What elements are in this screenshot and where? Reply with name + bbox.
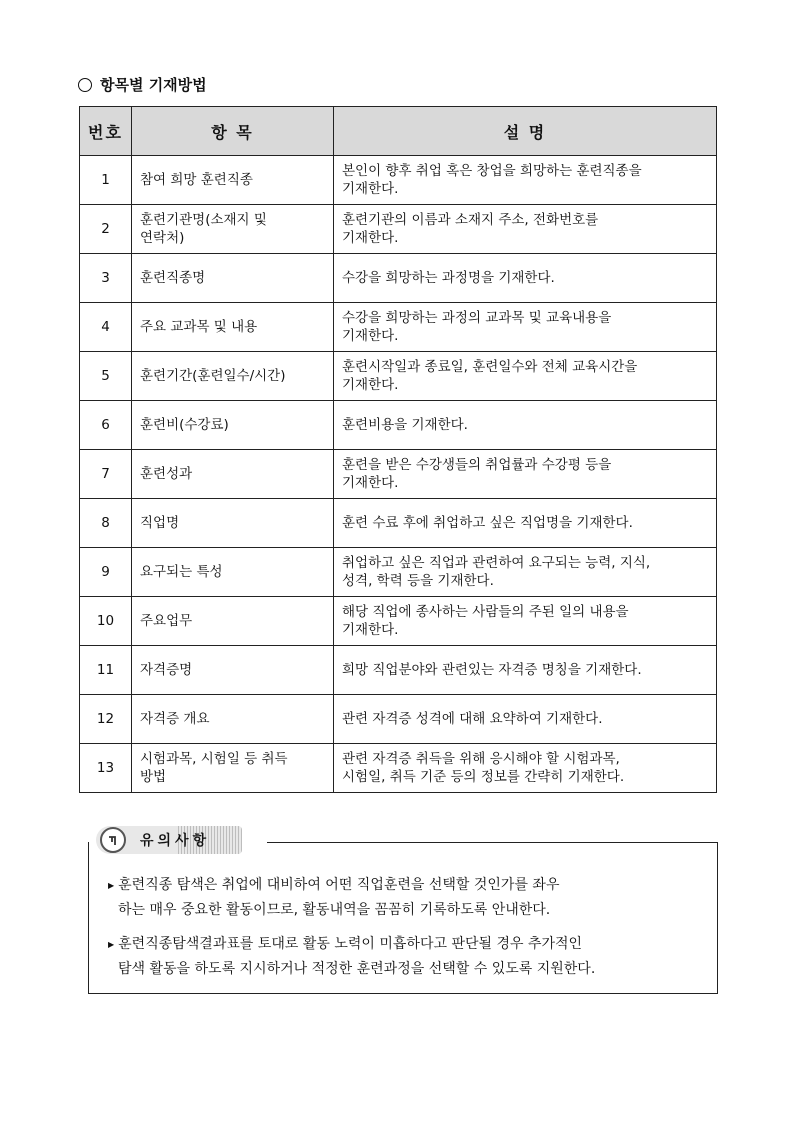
header-item: 항 목 [132,107,334,156]
row-description-line: 훈련기관의 이름과 소재지 주소, 전화번호를 [342,212,599,228]
row-number: 4 [80,303,132,352]
row-description [334,499,717,548]
row-item-line: 연락처) [140,230,185,246]
row-description [334,548,717,597]
row-number: 12 [80,695,132,744]
caution-bullet-line2: 하는 매우 중요한 활동이므로, 활동내역을 꼼꼼히 기록하도록 안내한다. [118,902,551,918]
row-number: 9 [80,548,132,597]
row-description-line: 기재한다. [342,377,399,393]
row-description-line: 희망 직업분야와 관련있는 자격증 명칭을 기재한다. [342,662,642,678]
row-description [334,597,717,646]
row-description-line: 취업하고 싶은 직업과 관련하여 요구되는 능력, 지식, [342,555,651,571]
row-description [334,352,717,401]
row-item: 훈련직종명 [132,254,334,303]
section-title-text: 항목별 기재방법 [100,76,207,94]
row-description-line: 성격, 학력 등을 기재한다. [342,573,494,589]
row-number: 3 [80,254,132,303]
row-item [132,744,334,793]
row-number: 5 [80,352,132,401]
triangle-bullet-icon: ▶ [108,940,115,949]
section-title [78,74,207,95]
table-row [80,646,717,695]
caution-bullet-line1: 훈련직종 탐색은 취업에 대비하여 어떤 직업훈련을 선택할 것인가를 좌우 [118,877,560,893]
row-number: 8 [80,499,132,548]
row-description-line: 훈련 수료 후에 취업하고 싶은 직업명을 기재한다. [342,515,633,531]
row-item: 주요업무 [132,597,334,646]
row-description [334,254,717,303]
row-number: 10 [80,597,132,646]
row-description-line: 수강을 희망하는 과정의 교과목 및 교육내용을 [342,310,612,326]
row-description [334,744,717,793]
caution-box-topline [267,842,718,843]
row-number: 11 [80,646,132,695]
row-number: 6 [80,401,132,450]
row-description-line: 시험일, 취득 기준 등의 정보를 간략히 기재한다. [342,769,625,785]
table-row [80,352,717,401]
table-row [80,156,717,205]
row-description-line: 본인이 향후 취업 혹은 창업을 희망하는 훈련직종을 [342,163,642,179]
row-item: 직업명 [132,499,334,548]
row-item: 훈련기간(훈련일수/시간) [132,352,334,401]
row-item-line: 훈련기관명(소재지 및 [140,212,267,228]
row-description-line: 해당 직업에 종사하는 사람들의 주된 일의 내용을 [342,604,629,620]
caution-bullets [108,873,704,991]
row-description-line: 훈련시작일과 종료일, 훈련일수와 전체 교육시간을 [342,359,638,375]
table-row [80,499,717,548]
row-item [132,205,334,254]
header-number: 번호 [80,107,132,156]
row-item: 훈련비(수강료) [132,401,334,450]
table-row [80,450,717,499]
row-description [334,303,717,352]
row-item: 자격증명 [132,646,334,695]
row-item-line: 방법 [140,769,167,785]
table-row [80,548,717,597]
row-description [334,646,717,695]
row-description-line: 훈련비용을 기재한다. [342,417,468,433]
triangle-bullet-icon: ▶ [108,881,115,890]
row-item: 요구되는 특성 [132,548,334,597]
row-number: 2 [80,205,132,254]
row-description [334,450,717,499]
table-row [80,695,717,744]
row-item: 참여 희망 훈련직종 [132,156,334,205]
row-item: 훈련성과 [132,450,334,499]
caution-bullet-line1: 훈련직종탐색결과표를 토대로 활동 노력이 미흡하다고 판단될 경우 추가적인 [118,936,583,952]
table-row [80,744,717,793]
caution-bullet-line2: 탐색 활동을 하도록 지시하거나 적정한 훈련과정을 선택할 수 있도록 지원한다. [118,961,596,977]
row-description [334,401,717,450]
row-number: 13 [80,744,132,793]
row-description-line: 훈련을 받은 수강생들의 취업률과 수강평 등을 [342,457,612,473]
header-description: 설 명 [334,107,717,156]
table-header-row [80,107,717,156]
row-description [334,156,717,205]
row-description-line: 기재한다. [342,475,399,491]
table-row [80,205,717,254]
caution-bullet [108,932,704,982]
row-description [334,205,717,254]
circle-bullet-icon [78,78,92,92]
row-item-line: 시험과목, 시험일 등 취득 [140,751,288,767]
table-row [80,597,717,646]
row-description-line: 기재한다. [342,622,399,638]
table-row [80,303,717,352]
caution-bullet [108,873,704,923]
row-item: 주요 교과목 및 내용 [132,303,334,352]
row-description-line: 관련 자격증 취득을 위해 응시해야 할 시험과목, [342,751,620,767]
row-description-line: 수강을 희망하는 과정명을 기재한다. [342,270,555,286]
instructions-table [79,106,717,793]
row-item: 자격증 개요 [132,695,334,744]
table-row [80,254,717,303]
row-description [334,695,717,744]
row-description-line: 관련 자격증 성격에 대해 요약하여 기재한다. [342,711,603,727]
caution-label: 유의사항 [140,833,211,849]
row-description-line: 기재한다. [342,181,399,197]
row-number: 7 [80,450,132,499]
table-row [80,401,717,450]
row-description-line: 기재한다. [342,230,399,246]
row-number: 1 [80,156,132,205]
row-description-line: 기재한다. [342,328,399,344]
